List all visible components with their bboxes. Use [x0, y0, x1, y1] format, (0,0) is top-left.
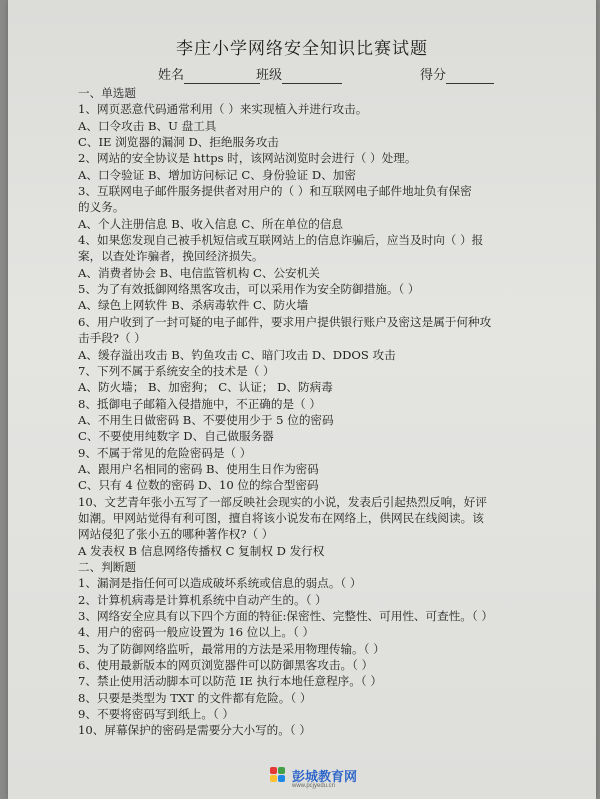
class-field — [256, 64, 342, 84]
exam-paper — [8, 0, 596, 799]
question-line: C、不要使用纯数字 D、自己做服务器 — [78, 429, 274, 444]
question-line: 4、用户的密码一般应设置为 16 位以上。（ ） — [78, 625, 315, 640]
question-line: 6、使用最新版本的网页浏览器件可以防御黑客攻击。（ ） — [78, 658, 374, 673]
question-line: A、缓存溢出攻击 B、钓鱼攻击 C、暗门攻击 D、DDOS 攻击 — [78, 347, 396, 362]
question-line: A、跟用户名相同的密码 B、使用生日作为密码 — [78, 461, 319, 476]
question-line: 10、屏幕保护的密码是需要分大小写的。（ ） — [78, 723, 311, 738]
question-line: 3、互联网电子邮件服务提供者对用户的（ ）和互联网电子邮件地址负有保密 — [78, 184, 472, 199]
question-line: 2、网站的安全协议是 https 时，该网站浏览时会进行（ ）处理。 — [78, 151, 417, 166]
question-line: 1、网页恶意代码通常利用（ ）来实现植入并进行攻击。 — [78, 102, 368, 117]
score-field — [420, 64, 494, 84]
question-line: 5、为了有效抵御网络黑客攻击，可以采用作为安全防御措施。（ ） — [78, 282, 420, 297]
question-line: 3、网络安全应具有以下四个方面的特征:保密性、完整性、可用性、可查性。（ ） — [78, 609, 493, 623]
question-line: 4、如果您发现自己被手机短信或互联网站上的信息诈骗后，应当及时向（ ）报 — [78, 233, 484, 248]
exam-title: 李庄小学网络安全知识比赛试题 — [176, 39, 428, 59]
watermark-name: 彭城教育网 — [292, 769, 358, 784]
question-line: A、口令验证 B、增加访问标记 C、身份验证 D、加密 — [78, 167, 356, 182]
question-line: 2、计算机病毒是计算机系统中自动产生的。（ ） — [78, 592, 327, 607]
question-line: 9、不属于常见的危险密码是（ ） — [78, 445, 252, 460]
question-line: 案，以查处诈骗者，挽回经济损失。 — [78, 249, 264, 264]
question-line: A、个人注册信息 B、收入信息 C、所在单位的信息 — [78, 216, 344, 231]
question-line: 1、漏洞是指任何可以造成破坏系统或信息的弱点。（ ） — [78, 576, 362, 591]
score-label: 得分 — [420, 68, 447, 83]
question-line: 网站侵犯了张小五的哪种著作权?（ ） — [78, 527, 274, 542]
name-field — [158, 64, 260, 84]
class-blank — [282, 68, 342, 84]
question-line: A、防火墙； B、加密狗； C、认证； D、防病毒 — [78, 380, 333, 395]
question-line: A、消费者协会 B、电信监管机构 C、公安机关 — [78, 265, 320, 280]
question-line: A、绿色上网软件 B、杀病毒软件 C、防火墙 — [78, 298, 309, 313]
question-line: 10、文艺青年张小五写了一部反映社会现实的小说，发表后引起热烈反响，好评 — [78, 494, 487, 509]
question-line: 二、判断题 — [78, 559, 136, 574]
name-label: 姓名 — [158, 68, 185, 83]
question-line: 的义务。 — [78, 200, 125, 215]
question-line: 一、单选题 — [78, 86, 136, 100]
question-line: A、不用生日做密码 B、不要使用少于 5 位的密码 — [78, 412, 334, 427]
score-blank — [446, 68, 494, 84]
question-line: 如潮。甲网站觉得有利可图，擅自将该小说发布在网络上，供网民在线阅读。该 — [78, 510, 484, 525]
question-line: 6、用户收到了一封可疑的电子邮件，要求用户提供银行账户及密这是属于何种攻 — [78, 314, 492, 329]
question-line: 8、只要是类型为 TXT 的文件都有危险。（ ） — [78, 690, 312, 705]
question-line: A 发表权 B 信息网络传播权 C 复制权 D 发行权 — [78, 543, 325, 558]
name-blank — [184, 68, 260, 84]
question-line: 8、抵御电子邮箱入侵措施中，不正确的是（ ） — [78, 396, 321, 411]
question-line: 7、禁止使用活动脚本可以防范 IE 执行本地任意程序。（ ） — [78, 674, 382, 689]
watermark-logo — [270, 766, 358, 789]
question-line: C、IE 浏览器的漏洞 D、拒绝服务攻击 — [78, 135, 279, 150]
question-line: 击手段?（ ） — [78, 331, 146, 346]
question-line: A、口令攻击 B、U 盘工具 — [78, 118, 217, 133]
question-line: C、只有 4 位数的密码 D、10 位的综合型密码 — [78, 478, 319, 493]
question-line: 5、为了防御网络监听，最常用的方法是采用物理传输。（ ） — [78, 641, 385, 656]
question-line: 9、不要将密码写到纸上。（ ） — [78, 707, 234, 722]
question-list — [78, 85, 578, 739]
question-line: 7、下列不属于系统安全的技术是（ ） — [78, 363, 275, 378]
class-label: 班级 — [256, 68, 283, 83]
watermark-url: www.pcjyedu.cn — [292, 783, 336, 789]
logo-mark-icon — [270, 767, 288, 785]
